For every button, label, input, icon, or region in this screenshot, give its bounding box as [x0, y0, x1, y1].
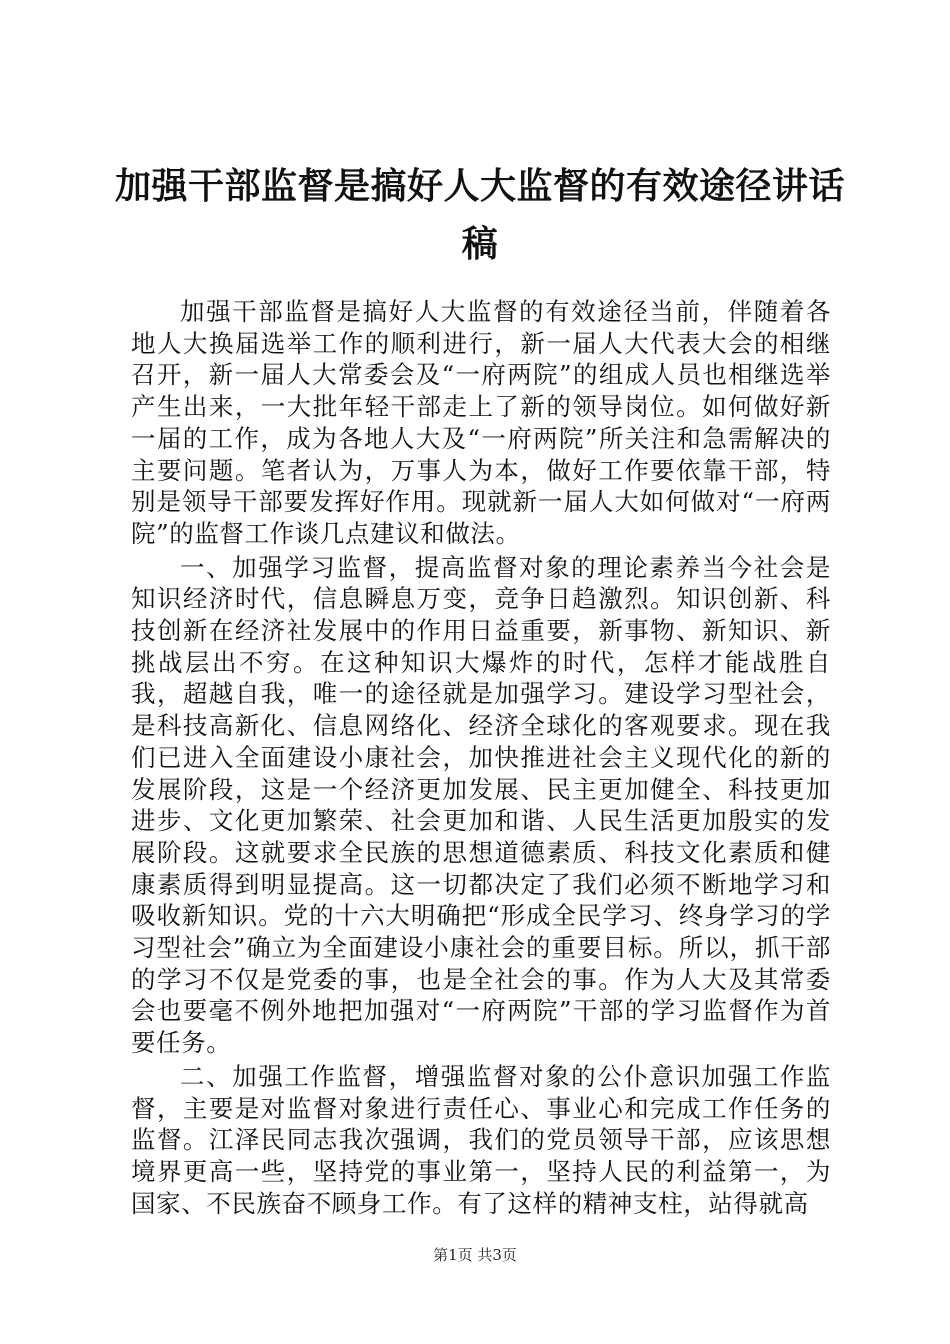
page-indicator: 第1页 共3页	[433, 1246, 517, 1264]
document-body	[131, 296, 831, 1219]
paragraph-study-supervision: 一、加强学习监督，提高监督对象的理论素养当今社会是知识经济时代，信息瞬息万变，竞争日趋激烈。知识创新、科技创新在经济社发展中的作用日益重要，新事物、新知识、新挑战层出不穷。在这种知识大爆炸的时代，怎样才能战胜自我，超越自我，唯一的途径就是加强学习。建设学习型社会，是科技高新化、信息网络化、经济全球化的客观要求。现在我们已进入全面建设小康社会，加快推进社会主义现代化的新的发展阶段，这是一个经济更加发展、民主更加健全、科技更加进步、文化更加繁荣、社会更加和谐、人民生活更加殷实的发展阶段。这就要求全民族的思想道德素质、科技文化素质和健康素质得到明显提高。这一切都决定了我们必须不断地学习和吸收新知识。党的十六大明确把“形成全民学习、终身学习的学习型社会”确立为全面建设小康社会的重要目标。所以，抓干部的学习不仅是党委的事，也是全社会的事。作为人大及其常委会也要毫不例外地把加强对“一府两院”干部的学习监督作为首要任务。	[131, 552, 831, 1058]
paragraph-intro: 加强干部监督是搞好人大监督的有效途径当前，伴随着各地人大换届选举工作的顺利进行，新一届人大代表大会的相继召开，新一届人大常委会及“一府两院”的组成人员也相继选举产生出来，一大批年轻干部走上了新的领导岗位。如何做好新一届的工作，成为各地人大及“一府两院”所关注和急需解决的主要问题。笔者认为，万事人为本，做好工作要依靠干部，特别是领导干部要发挥好作用。现就新一届人大如何做对“一府两院”的监督工作谈几点建议和做法。	[131, 297, 831, 548]
page-footer	[0, 1245, 950, 1265]
paragraph-work-supervision: 二、加强工作监督，增强监督对象的公仆意识加强工作监督，主要是对监督对象进行责任心、事业心和完成工作任务的监督。江泽民同志我次强调，我们的党员领导干部，应该思想境界更高一些，坚持党的事业第一，坚持人民的利益第一，为国家、不民族奋不顾身工作。有了这样的精神支柱，站得就高	[131, 1061, 831, 1218]
document-title: 加强干部监督是搞好人大监督的有效途径讲话稿	[114, 166, 845, 265]
